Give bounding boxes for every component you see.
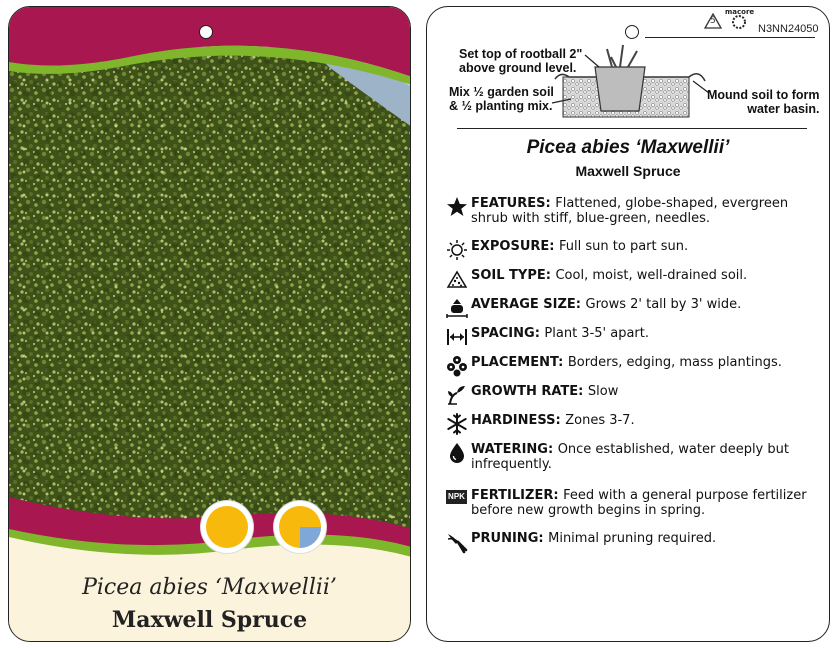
- sun-icon: [445, 238, 469, 262]
- attribute-text: SPACING: Plant 3-5' apart.: [471, 326, 650, 341]
- attribute-text: PRUNING: Minimal pruning required.: [471, 531, 717, 546]
- attribute-text: PLACEMENT: Borders, edging, mass plantings.: [471, 355, 782, 370]
- front-tag: [8, 6, 411, 642]
- attribute-text: FEATURES: Flattened, globe-shaped, evergreen shrub with stiff, blue-green, needles.: [471, 196, 789, 226]
- front-common-name: Maxwell Spruce: [111, 607, 308, 633]
- attribute-text: HARDINESS: Zones 3-7.: [471, 413, 635, 428]
- recycle-number: 5: [710, 16, 716, 26]
- product-code: N3NN24050: [758, 23, 819, 35]
- label-rootball: Set top of rootball 2" above ground level.: [459, 47, 583, 75]
- back-common-name: Maxwell Spruce: [575, 163, 681, 179]
- attribute-text: EXPOSURE: Full sun to part sun.: [471, 239, 689, 254]
- hang-hole: [199, 25, 213, 39]
- part-sun-icon: [274, 501, 326, 553]
- label-soil-mix: Mix ½ garden soil & ½ planting mix.: [449, 85, 554, 113]
- attribute-text: WATERING: Once established, water deeply but infrequently.: [471, 442, 789, 472]
- size-icon: [445, 296, 469, 320]
- soil-icon: [445, 267, 469, 291]
- label-water-basin: Mound soil to form water basin.: [707, 88, 820, 116]
- snowflake-icon: [445, 412, 469, 436]
- brand-label: macore: [725, 8, 755, 16]
- hang-hole: [625, 25, 639, 39]
- divider: [457, 128, 807, 129]
- growth-icon: [445, 383, 469, 407]
- pruners-icon: [445, 530, 469, 554]
- attribute-text: GROWTH RATE: Slow: [471, 384, 619, 399]
- attribute-text: FERTILIZER: Feed with a general purpose fertilizer before new growth begins in spring.: [471, 488, 807, 518]
- back-latin-name: Picea abies ‘Maxwellii’: [526, 137, 730, 158]
- star-icon: [445, 195, 469, 219]
- attribute-text: AVERAGE SIZE: Grows 2' tall by 3' wide.: [471, 297, 742, 312]
- front-latin-name: Picea abies ‘Maxwellii’: [82, 575, 337, 600]
- water-drop-icon: [445, 441, 469, 465]
- npk-icon: NPK: [445, 487, 469, 511]
- placement-icon: [445, 354, 469, 378]
- attribute-text: SOIL TYPE: Cool, moist, well-drained soil.: [471, 268, 748, 283]
- spacing-icon: [445, 325, 469, 349]
- full-sun-icon: [201, 501, 253, 553]
- back-tag: [426, 6, 830, 642]
